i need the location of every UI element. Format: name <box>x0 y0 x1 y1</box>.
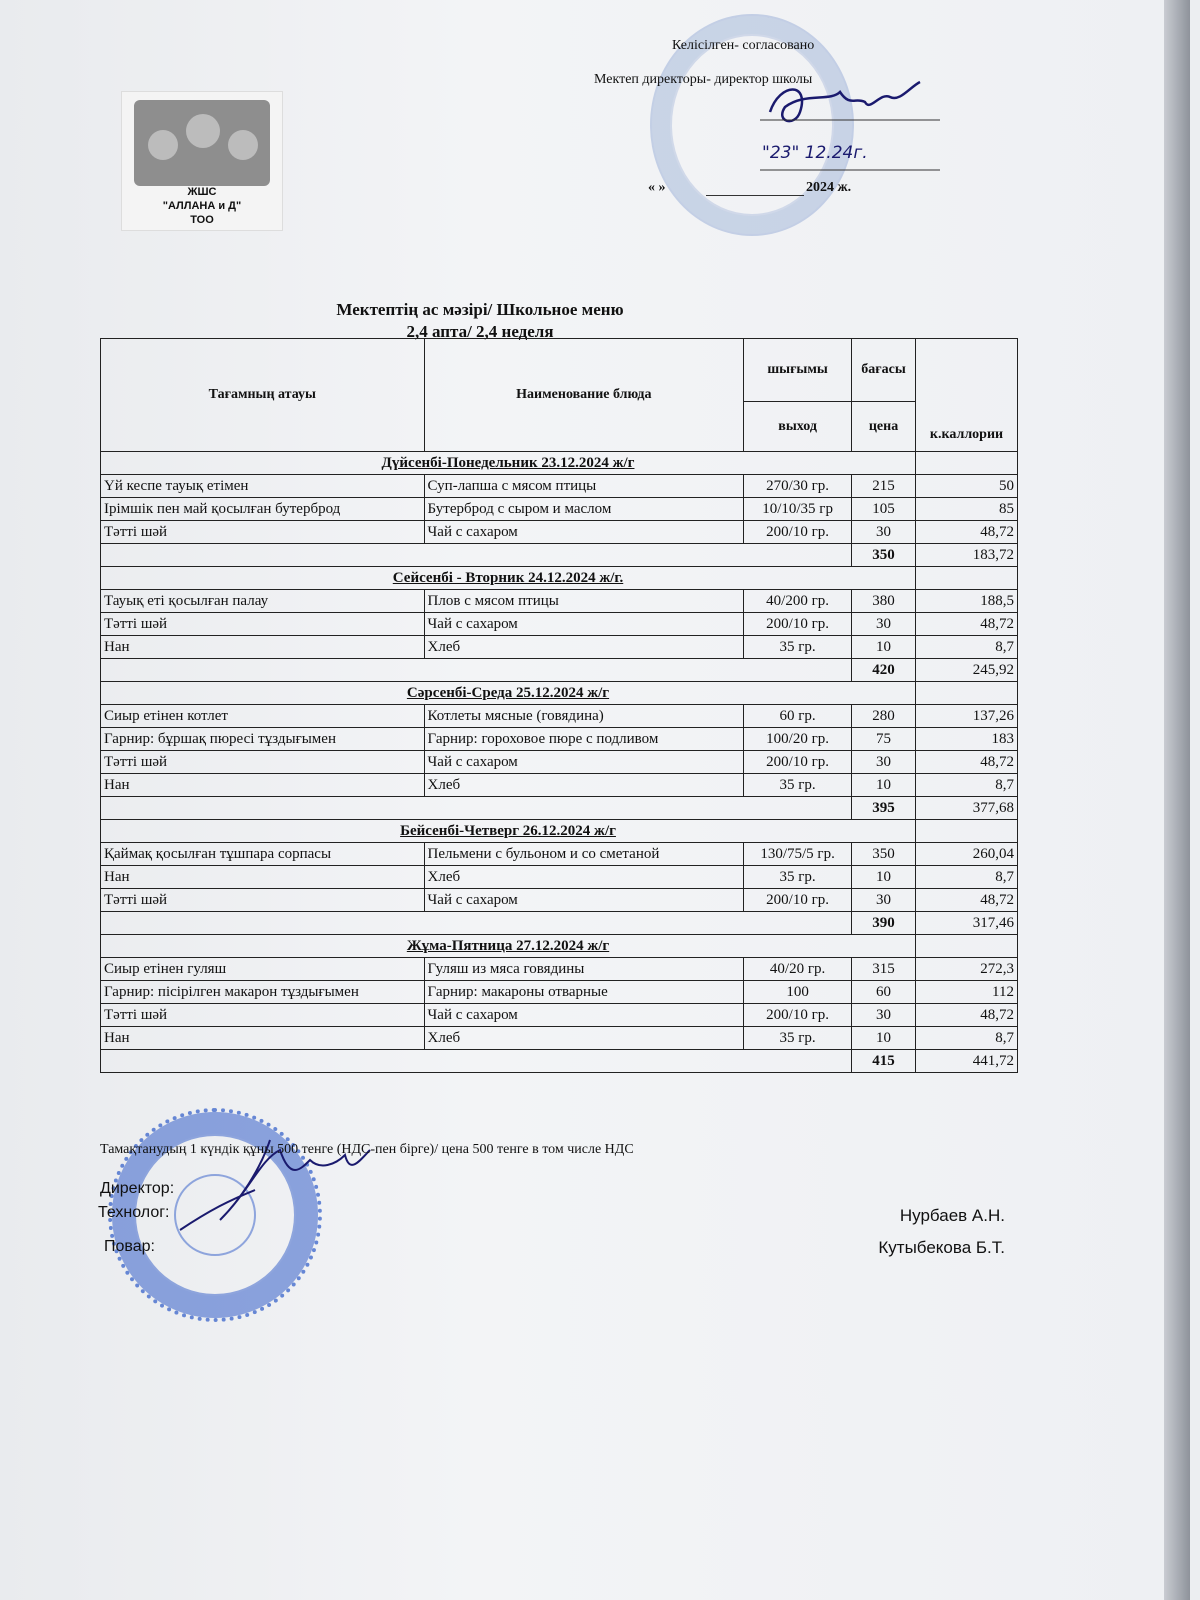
dish-name-ru: Чай с сахаром <box>424 889 744 912</box>
dish-kcal: 48,72 <box>916 751 1018 774</box>
dish-name-ru: Хлеб <box>424 866 744 889</box>
dish-kcal: 48,72 <box>916 613 1018 636</box>
menu-title: Мектептің ас мәзірі/ Школьное меню <box>336 300 624 319</box>
dish-price: 30 <box>852 751 916 774</box>
cook-label: Повар: <box>104 1238 155 1255</box>
empty-cell <box>916 935 1018 958</box>
table-row <box>101 774 1018 797</box>
table-row <box>101 705 1018 728</box>
dish-yield: 100/20 гр. <box>744 728 852 751</box>
dish-yield: 40/20 гр. <box>744 958 852 981</box>
director-label: Директор: <box>100 1180 175 1197</box>
dish-price: 105 <box>852 498 916 521</box>
dish-kcal: 48,72 <box>916 889 1018 912</box>
table-row <box>101 1004 1018 1027</box>
day-label: Бейсенбі-Четверг 26.12.2024 ж/г <box>400 823 616 839</box>
table-row <box>101 728 1018 751</box>
dish-yield: 10/10/35 гр <box>744 498 852 521</box>
dish-name-ru: Хлеб <box>424 1027 744 1050</box>
dish-price: 60 <box>852 981 916 1004</box>
total-row <box>101 659 1018 682</box>
dish-yield: 270/30 гр. <box>744 475 852 498</box>
dish-name-kz: Сиыр етінен котлет <box>101 705 425 728</box>
technologist-label: Технолог: <box>98 1204 170 1221</box>
dish-name-kz: Тәтті шәй <box>101 1004 425 1027</box>
logo-line3: ТОО <box>190 214 214 226</box>
dish-name-ru: Гуляш из мяса говядины <box>424 958 744 981</box>
menu-subtitle: 2,4 апта/ 2,4 неделя <box>406 322 554 341</box>
header-name-kz: Тағамның атауы <box>101 339 425 452</box>
dish-name-kz: Қаймақ қосылған тұшпара сорпасы <box>101 843 425 866</box>
dish-name-kz: Гарнир: бұршақ пюресі тұздығымен <box>101 728 425 751</box>
dish-name-ru: Чай с сахаром <box>424 751 744 774</box>
total-price: 350 <box>852 544 916 567</box>
dish-yield: 35 гр. <box>744 866 852 889</box>
table-row <box>101 521 1018 544</box>
dish-name-kz: Нан <box>101 1027 425 1050</box>
dish-yield: 100 <box>744 981 852 1004</box>
table-row <box>101 958 1018 981</box>
table-row <box>101 981 1018 1004</box>
dish-name-ru: Гарнир: макароны отварные <box>424 981 744 1004</box>
total-kcal: 183,72 <box>916 544 1018 567</box>
dish-kcal: 48,72 <box>916 1004 1018 1027</box>
dish-price: 30 <box>852 613 916 636</box>
dish-name-ru: Котлеты мясные (говядина) <box>424 705 744 728</box>
empty-cell <box>916 682 1018 705</box>
dish-price: 380 <box>852 590 916 613</box>
total-kcal: 377,68 <box>916 797 1018 820</box>
dish-price: 280 <box>852 705 916 728</box>
chef-logo-image <box>134 100 270 186</box>
dish-name-kz: Тауық еті қосылған палау <box>101 590 425 613</box>
table-row <box>101 613 1018 636</box>
dish-kcal: 8,7 <box>916 774 1018 797</box>
date-underline <box>706 195 804 196</box>
table-row <box>101 1027 1018 1050</box>
dish-yield: 130/75/5 гр. <box>744 843 852 866</box>
menu-table-body <box>101 452 1018 1073</box>
dish-name-ru: Суп-лапша с мясом птицы <box>424 475 744 498</box>
day-label: Дүйсенбі-Понедельник 23.12.2024 ж/г <box>381 455 635 471</box>
day-header <box>101 820 916 843</box>
header-name-ru: Наименование блюда <box>424 339 744 452</box>
total-kcal: 317,46 <box>916 912 1018 935</box>
day-label: Сейсенбі - Вторник 24.12.2024 ж/г. <box>392 570 624 586</box>
dish-kcal: 48,72 <box>916 521 1018 544</box>
dish-name-kz: Тәтті шәй <box>101 889 425 912</box>
dish-name-kz: Нан <box>101 866 425 889</box>
dish-price: 10 <box>852 1027 916 1050</box>
empty-cell <box>101 659 852 682</box>
table-row <box>101 498 1018 521</box>
total-price: 395 <box>852 797 916 820</box>
header-yield-kz: шығымы <box>744 339 852 402</box>
dish-price: 315 <box>852 958 916 981</box>
cook-name: Кутыбекова Б.Т. <box>878 1238 1005 1257</box>
dish-name-ru: Хлеб <box>424 774 744 797</box>
dish-name-kz: Нан <box>101 636 425 659</box>
handwritten-date: "23" 12.24г. <box>762 143 868 163</box>
page-edge-shadow <box>1164 0 1190 1600</box>
dish-price: 75 <box>852 728 916 751</box>
company-logo <box>122 92 282 230</box>
dish-price: 30 <box>852 521 916 544</box>
dish-kcal: 260,04 <box>916 843 1018 866</box>
dish-name-kz: Ірімшік пен май қосылған бутерброд <box>101 498 425 521</box>
dish-kcal: 85 <box>916 498 1018 521</box>
table-row <box>101 475 1018 498</box>
total-price: 415 <box>852 1050 916 1073</box>
approval-date-prefix: « » <box>648 180 666 195</box>
dish-yield: 200/10 гр. <box>744 613 852 636</box>
dish-yield: 200/10 гр. <box>744 1004 852 1027</box>
header-kcal: к.каллории <box>916 339 1018 452</box>
dish-name-ru: Плов с мясом птицы <box>424 590 744 613</box>
dish-kcal: 183 <box>916 728 1018 751</box>
dish-name-kz: Тәтті шәй <box>101 613 425 636</box>
empty-cell <box>916 567 1018 590</box>
day-header <box>101 567 916 590</box>
header-price-ru: цена <box>852 402 916 452</box>
dish-kcal: 8,7 <box>916 866 1018 889</box>
dish-kcal: 112 <box>916 981 1018 1004</box>
dish-name-kz: Сиыр етінен гуляш <box>101 958 425 981</box>
dish-name-ru: Хлеб <box>424 636 744 659</box>
total-row <box>101 544 1018 567</box>
empty-cell <box>101 1050 852 1073</box>
dish-yield: 35 гр. <box>744 1027 852 1050</box>
header-price-kz: бағасы <box>852 339 916 402</box>
day-header <box>101 682 916 705</box>
dish-yield: 200/10 гр. <box>744 751 852 774</box>
empty-cell <box>101 544 852 567</box>
dish-name-ru: Чай с сахаром <box>424 613 744 636</box>
day-label: Сәрсенбі-Среда 25.12.2024 ж/г <box>406 685 610 701</box>
dish-kcal: 50 <box>916 475 1018 498</box>
dish-price: 10 <box>852 774 916 797</box>
dish-name-kz: Тәтті шәй <box>101 521 425 544</box>
dish-name-kz: Нан <box>101 774 425 797</box>
day-header-row <box>101 567 1018 590</box>
dish-name-ru: Гарнир: гороховое пюре с подливом <box>424 728 744 751</box>
total-row <box>101 1050 1018 1073</box>
approval-director: Мектеп директоры- директор школы <box>594 72 813 87</box>
dish-yield: 200/10 гр. <box>744 521 852 544</box>
technologist-name: Нурбаев А.Н. <box>899 1206 1005 1225</box>
table-row <box>101 843 1018 866</box>
empty-cell <box>916 452 1018 475</box>
total-kcal: 441,72 <box>916 1050 1018 1073</box>
table-row <box>101 590 1018 613</box>
menu-table <box>100 338 1018 1073</box>
table-row <box>101 866 1018 889</box>
total-price: 420 <box>852 659 916 682</box>
day-header-row <box>101 682 1018 705</box>
total-row <box>101 912 1018 935</box>
price-note: Тамақтанудың 1 күндік құны 500 тенге (НДС-пен бірге)/ цена 500 тенге в том числе НДС <box>100 1142 634 1157</box>
dish-yield: 40/200 гр. <box>744 590 852 613</box>
empty-cell <box>916 820 1018 843</box>
dish-name-ru: Чай с сахаром <box>424 521 744 544</box>
logo-line2: "АЛЛАНА и Д" <box>162 200 242 212</box>
dish-price: 30 <box>852 889 916 912</box>
dish-name-ru: Чай с сахаром <box>424 1004 744 1027</box>
day-header <box>101 935 916 958</box>
dish-name-ru: Пельмени с бульоном и со сметаной <box>424 843 744 866</box>
dish-yield: 35 гр. <box>744 636 852 659</box>
dish-price: 215 <box>852 475 916 498</box>
menu-table-header <box>101 339 1018 452</box>
dish-name-kz: Үй кеспе тауық етімен <box>101 475 425 498</box>
dish-name-ru: Бутерброд с сыром и маслом <box>424 498 744 521</box>
dish-yield: 35 гр. <box>744 774 852 797</box>
approval-date-year: 2024 ж. <box>806 180 852 195</box>
day-label: Жұма-Пятница 27.12.2024 ж/г <box>406 938 610 954</box>
day-header-row <box>101 452 1018 475</box>
table-row <box>101 751 1018 774</box>
dish-kcal: 137,26 <box>916 705 1018 728</box>
dish-price: 10 <box>852 866 916 889</box>
dish-price: 10 <box>852 636 916 659</box>
table-row <box>101 889 1018 912</box>
table-row <box>101 636 1018 659</box>
dish-kcal: 188,5 <box>916 590 1018 613</box>
empty-cell <box>101 912 852 935</box>
day-header-row <box>101 935 1018 958</box>
dish-kcal: 8,7 <box>916 1027 1018 1050</box>
dish-price: 30 <box>852 1004 916 1027</box>
approval-agreed: Келісілген- согласовано <box>672 38 815 53</box>
day-header <box>101 452 916 475</box>
dish-name-kz: Тәтті шәй <box>101 751 425 774</box>
header-yield-ru: выход <box>744 402 852 452</box>
empty-cell <box>101 797 852 820</box>
total-row <box>101 797 1018 820</box>
total-price: 390 <box>852 912 916 935</box>
dish-kcal: 8,7 <box>916 636 1018 659</box>
day-header-row <box>101 820 1018 843</box>
dish-name-kz: Гарнир: пісірілген макарон тұздығымен <box>101 981 425 1004</box>
logo-line1: ЖШС <box>187 186 217 198</box>
dish-yield: 200/10 гр. <box>744 889 852 912</box>
dish-kcal: 272,3 <box>916 958 1018 981</box>
total-kcal: 245,92 <box>916 659 1018 682</box>
dish-price: 350 <box>852 843 916 866</box>
dish-yield: 60 гр. <box>744 705 852 728</box>
